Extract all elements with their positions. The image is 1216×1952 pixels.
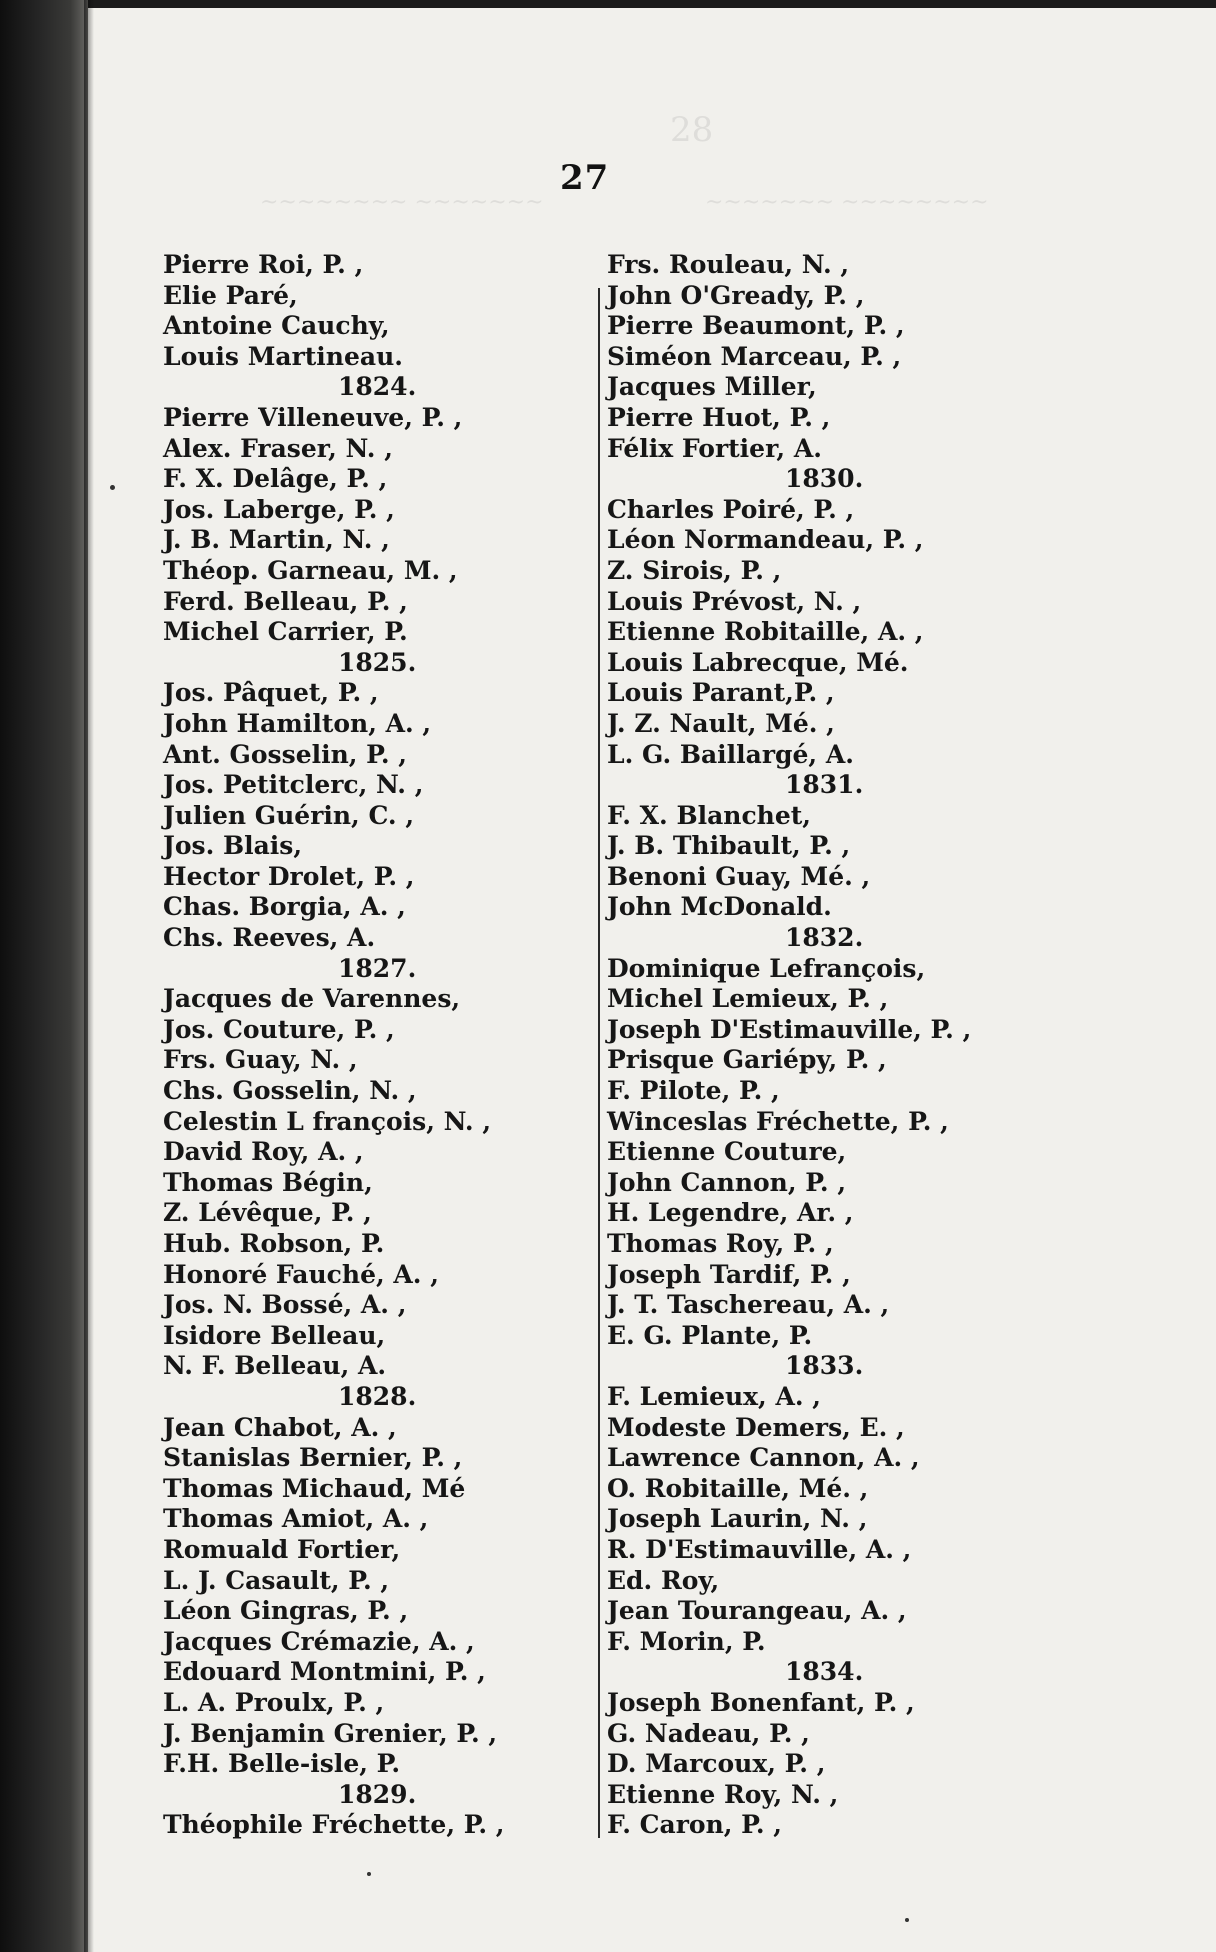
name-entry: F. Morin, P. bbox=[607, 1626, 766, 1656]
name-entry: Thomas Amiot, A. , bbox=[163, 1504, 429, 1534]
name-entry: Léon Gingras, P. , bbox=[163, 1596, 409, 1626]
name-entry: Joseph Laurin, N. , bbox=[607, 1504, 868, 1534]
name-entry: Antoine Cauchy, bbox=[163, 311, 390, 341]
name-entry: J. B. Thibault, P. , bbox=[607, 831, 851, 861]
name-entry: Ferd. Belleau, P. , bbox=[163, 586, 408, 616]
name-entry: L. G. Baillargé, A. bbox=[607, 739, 854, 769]
name-entry: Etienne Couture, bbox=[607, 1137, 847, 1167]
name-entry: Pierre Villeneuve, P. , bbox=[163, 402, 463, 432]
name-entry: Edouard Montmini, P. , bbox=[163, 1657, 486, 1687]
name-entry: Siméon Marceau, P. , bbox=[607, 341, 902, 371]
ink-speck bbox=[367, 1872, 371, 1876]
name-entry: Winceslas Fréchette, P. , bbox=[607, 1106, 949, 1136]
name-entry: H. Legendre, Ar. , bbox=[607, 1198, 854, 1228]
name-entry: Ant. Gosselin, P. , bbox=[163, 739, 407, 769]
name-entry: F. Lemieux, A. , bbox=[607, 1381, 821, 1411]
name-entry: Louis Labrecque, Mé. bbox=[607, 647, 909, 677]
year-heading: 1829. bbox=[338, 1779, 417, 1809]
bleed-through: 28 bbox=[670, 110, 714, 150]
name-entry: L. A. Proulx, P. , bbox=[163, 1687, 385, 1717]
name-entry: Pierre Huot, P. , bbox=[607, 402, 831, 432]
name-entry: Julien Guérin, C. , bbox=[163, 800, 415, 830]
ink-speck bbox=[905, 1918, 909, 1922]
name-entry: Isidore Belleau, bbox=[163, 1320, 386, 1350]
name-entry: Prisque Gariépy, P. , bbox=[607, 1045, 887, 1075]
name-entry: Ed. Roy, bbox=[607, 1565, 720, 1595]
name-entry: Hub. Robson, P. bbox=[163, 1229, 385, 1258]
ink-speck bbox=[110, 485, 115, 490]
name-entry: G. Nadeau, P. , bbox=[607, 1718, 810, 1748]
name-entry: N. F. Belleau, A. bbox=[163, 1351, 387, 1381]
name-entry: J. Z. Nault, Mé. , bbox=[607, 708, 835, 738]
name-entry: Jos. N. Bossé, A. , bbox=[163, 1290, 407, 1320]
name-entry: O. Robitaille, Mé. , bbox=[607, 1473, 869, 1503]
name-entry: Celestin L françois, N. , bbox=[163, 1106, 492, 1136]
name-entry: Jos. Blais, bbox=[163, 831, 303, 861]
year-heading: 1824. bbox=[338, 372, 417, 402]
year-heading: 1827. bbox=[338, 953, 417, 983]
name-entry: F. X. Blanchet, bbox=[607, 800, 812, 830]
name-entry: Joseph D'Estimauville, P. , bbox=[607, 1014, 972, 1044]
name-entry: Chs. Reeves, A. bbox=[163, 923, 376, 953]
column-divider bbox=[598, 288, 600, 1838]
name-entry: Michel Lemieux, P. , bbox=[607, 984, 889, 1014]
page-number: 27 bbox=[560, 158, 610, 198]
name-entry: Alex. Fraser, N. , bbox=[163, 433, 393, 463]
name-entry: Chs. Gosselin, N. , bbox=[163, 1076, 417, 1106]
name-entry: Elie Paré, bbox=[163, 280, 298, 310]
name-entry: Jos. Petitclerc, N. , bbox=[163, 770, 424, 800]
name-entry: Pierre Beaumont, P. , bbox=[607, 311, 905, 341]
name-entry: Théop. Garneau, M. , bbox=[163, 555, 458, 585]
name-entry: Dominique Lefrançois, bbox=[607, 953, 926, 983]
name-entry: Benoni Guay, Mé. , bbox=[607, 861, 871, 891]
left-column bbox=[163, 250, 563, 1841]
name-entry: J. B. Martin, N. , bbox=[163, 525, 390, 555]
binding-shadow bbox=[84, 0, 94, 1952]
name-entry: Jos. Pâquet, P. , bbox=[163, 678, 379, 708]
name-entry: Honoré Fauché, A. , bbox=[163, 1259, 439, 1289]
name-entry: Frs. Guay, N. , bbox=[163, 1045, 358, 1075]
name-entry: Romuald Fortier, bbox=[163, 1534, 401, 1564]
name-entry: Charles Poiré, P. , bbox=[607, 494, 855, 524]
name-entry: L. J. Casault, P. , bbox=[163, 1565, 390, 1595]
name-entry: Thomas Bégin, bbox=[163, 1167, 373, 1197]
name-entry: F. Pilote, P. , bbox=[607, 1076, 780, 1106]
year-heading: 1825. bbox=[338, 647, 417, 677]
name-entry: F. Caron, P. , bbox=[607, 1810, 782, 1840]
name-entry: Jean Tourangeau, A. , bbox=[607, 1596, 907, 1626]
name-entry: Jacques de Varennes, bbox=[163, 984, 461, 1014]
year-heading: 1832. bbox=[785, 923, 864, 953]
name-entry: E. G. Plante, P. bbox=[607, 1320, 813, 1350]
name-entry: Louis Martineau. bbox=[163, 341, 403, 371]
book-binding bbox=[0, 0, 88, 1952]
name-entry: Jos. Laberge, P. , bbox=[163, 494, 395, 524]
name-entry: Théophile Fréchette, P. , bbox=[163, 1810, 505, 1840]
name-entry: Thomas Michaud, Mé bbox=[163, 1473, 466, 1503]
name-entry: Jos. Couture, P. , bbox=[163, 1014, 395, 1044]
name-entry: Modeste Demers, E. , bbox=[607, 1412, 905, 1442]
name-entry: John McDonald. bbox=[607, 892, 832, 922]
bleed-through: ~~~~~~~ ~~~~~~~~ bbox=[705, 190, 989, 215]
name-entry: R. D'Estimauville, A. , bbox=[607, 1534, 912, 1564]
name-entry: Louis Prévost, N. , bbox=[607, 586, 862, 616]
name-entry: Michel Carrier, P. bbox=[163, 617, 408, 647]
name-entry: J. Benjamin Grenier, P. , bbox=[163, 1718, 498, 1748]
name-entry: Pierre Roi, P. , bbox=[163, 250, 364, 279]
name-entry: Joseph Bonenfant, P. , bbox=[607, 1687, 915, 1717]
name-entry: Z. Lévêque, P. , bbox=[163, 1198, 372, 1228]
name-entry: John O'Gready, P. , bbox=[607, 280, 865, 310]
name-entry: Léon Normandeau, P. , bbox=[607, 525, 924, 555]
name-entry: Louis Parant,P. , bbox=[607, 678, 835, 708]
name-entry: John Hamilton, A. , bbox=[163, 708, 432, 738]
name-entry: David Roy, A. , bbox=[163, 1137, 364, 1167]
name-entry: Z. Sirois, P. , bbox=[607, 555, 782, 585]
name-entry: Jean Chabot, A. , bbox=[163, 1412, 397, 1442]
name-entry: Lawrence Cannon, A. , bbox=[607, 1443, 920, 1473]
name-entry: John Cannon, P. , bbox=[607, 1167, 847, 1197]
name-entry: D. Marcoux, P. , bbox=[607, 1749, 826, 1779]
name-entry: Stanislas Bernier, P. , bbox=[163, 1443, 463, 1473]
name-entry: Etienne Roy, N. , bbox=[607, 1779, 839, 1809]
name-entry: Joseph Tardif, P. , bbox=[607, 1259, 851, 1289]
bleed-through: ~~~~~~~~ ~~~~~~~ bbox=[260, 190, 544, 215]
name-entry: F. X. Delâge, P. , bbox=[163, 464, 388, 494]
year-heading: 1828. bbox=[338, 1381, 417, 1411]
right-column bbox=[607, 250, 1007, 1841]
name-entry: Etienne Robitaille, A. , bbox=[607, 617, 924, 647]
year-heading: 1834. bbox=[785, 1657, 864, 1687]
name-entry: Félix Fortier, A. bbox=[607, 433, 822, 463]
name-entry: Jacques Miller, bbox=[607, 372, 817, 402]
name-entry: F.H. Belle-isle, P. bbox=[163, 1749, 401, 1779]
name-entry: Frs. Rouleau, N. , bbox=[607, 250, 850, 279]
year-heading: 1830. bbox=[785, 464, 864, 494]
name-entry: Jacques Crémazie, A. , bbox=[163, 1626, 475, 1656]
year-heading: 1833. bbox=[785, 1351, 864, 1381]
name-entry: Hector Drolet, P. , bbox=[163, 861, 415, 891]
year-heading: 1831. bbox=[785, 770, 864, 800]
name-entry: Chas. Borgia, A. , bbox=[163, 892, 406, 922]
name-entry: Thomas Roy, P. , bbox=[607, 1229, 834, 1258]
name-entry: J. T. Taschereau, A. , bbox=[607, 1290, 890, 1320]
